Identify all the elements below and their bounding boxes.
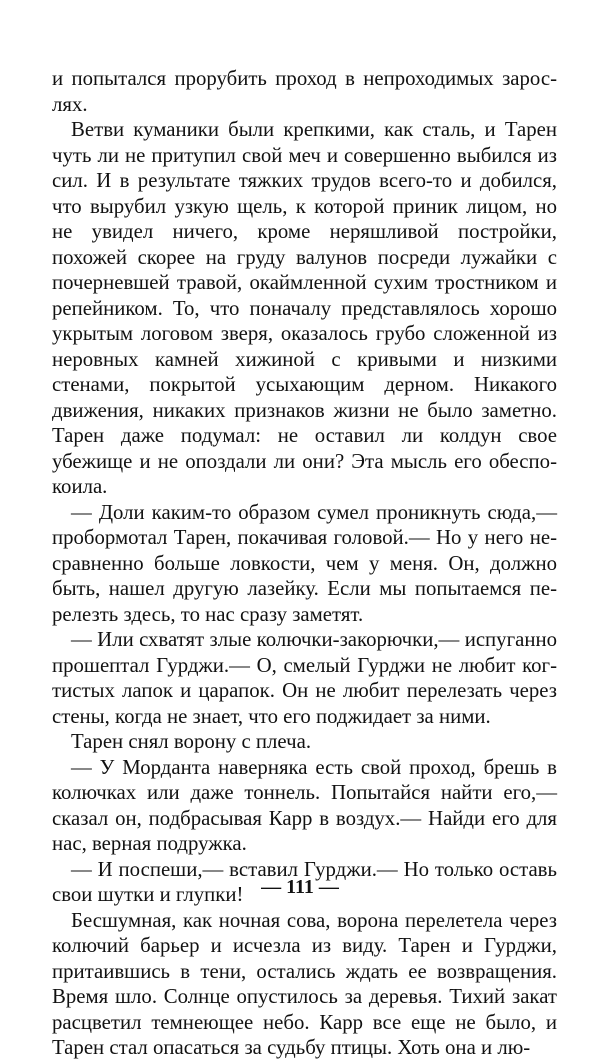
paragraph-7: — И поспеши,— вставил Гурджи.— Но только оставь свои шутки и глупки! (52, 857, 557, 906)
page-number: — 111 — (261, 876, 339, 898)
paragraph-1: и попытался прорубить проход в непроходимых зарослях. (52, 67, 557, 116)
paragraph-3: — Доли каким-то образом сумел проникнуть сюда,— пробормотал Тарен, покачивая головой.— Но у него несравненно больше ловкости, чем у меня. Он, должно быть, нашел другую лазейку. Если мы попытаемся перелезть здесь, то нас сразу заметят. (52, 500, 557, 626)
paragraph-5: Тарен снял ворону с плеча. (71, 730, 312, 753)
page-text (52, 66, 557, 1061)
paragraph-8: Бесшумная, как ночная сова, ворона перелетела через колючий барьер и исчезла из виду. Тарен и Гурджи, притаившись в тени, остались ждать ее возвращения. Время шло. Солнце опустилось за деревья. Тихий закат расцветил темнеющее небо. Карр все еще не было, и Тарен стал опасаться за судьбу птицы. Хоть она и лю- (52, 908, 557, 1059)
paragraph-6: — У Морданта наверняка есть свой проход, брешь в колючках или даже тоннель. Попытайся найти его,— сказал он, подбрасывая Карр в воздух.— Найди его для нас, верная подружка. (52, 755, 557, 855)
paragraph-4: — Или схватят злые колючки-закорючки,— испуганно прошептал Гурджи.— О, смелый Гурджи не любит когтистых лапок и царапок. Он не любит перелезать через стены, когда не знает, что его поджидает за ними. (52, 628, 557, 728)
paragraph-2: Ветви куманики были крепкими, как сталь, и Тарен чуть ли не притупил свой меч и совершенно выбился из сил. И в результате тяжких трудов всего-то и добился, что вырубил узкую щель, к которой приник лицом, но не увидел ничего, кроме неряшливой постройки, похожей скорее на груду валунов посреди лужайки с почерневшей травой, окаймленной сухим тростником и репейником. То, что поначалу представлялось хорошо укрытым логовом зверя, оказалось грубо сложенной из неровных камней хижиной с кривыми и низкими стенами, покрытой усыхающим дерном. Никакого движения, никаких признаков жизни не было заметно. Тарен даже подумал: не оставил ли колдун свое убежище и не опоздали ли они? Эта мысль его обеспокоила. (52, 118, 557, 498)
